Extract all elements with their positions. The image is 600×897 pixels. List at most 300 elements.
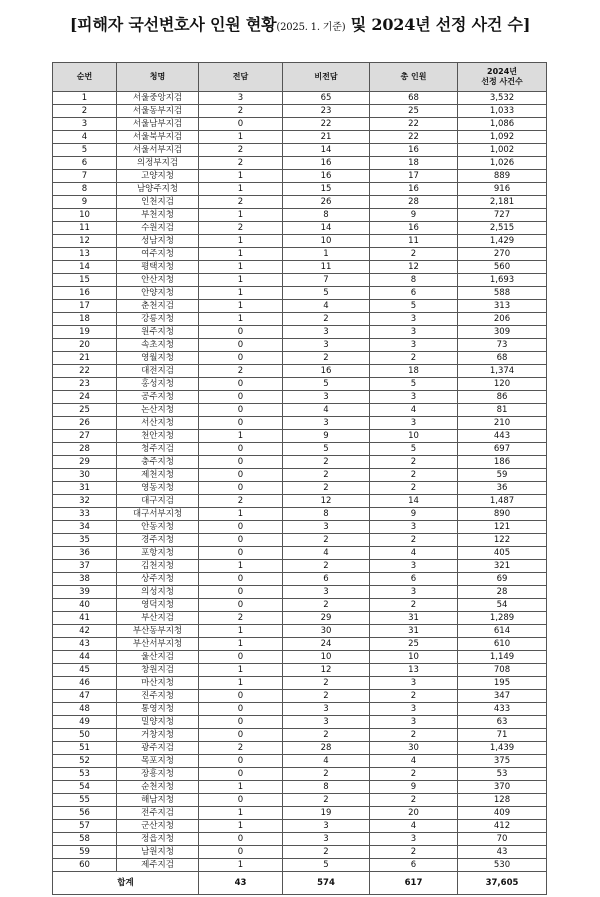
row-non-dedicated: 12 <box>283 495 370 508</box>
row-no: 36 <box>53 547 117 560</box>
row-office: 울산지검 <box>117 651 199 664</box>
row-office: 제주지검 <box>117 859 199 872</box>
table-row <box>53 638 547 651</box>
row-cases: 708 <box>458 664 547 677</box>
row-non-dedicated: 14 <box>283 222 370 235</box>
row-cases: 443 <box>458 430 547 443</box>
row-dedicated: 0 <box>199 378 283 391</box>
row-cases: 53 <box>458 768 547 781</box>
row-office: 서울남부지검 <box>117 118 199 131</box>
row-office: 남양주지청 <box>117 183 199 196</box>
row-non-dedicated: 12 <box>283 664 370 677</box>
row-total: 4 <box>370 404 458 417</box>
row-total: 6 <box>370 287 458 300</box>
row-no: 52 <box>53 755 117 768</box>
row-office: 영동지청 <box>117 482 199 495</box>
row-non-dedicated: 23 <box>283 105 370 118</box>
row-office: 충주지청 <box>117 456 199 469</box>
row-dedicated: 0 <box>199 482 283 495</box>
table-row <box>53 573 547 586</box>
row-office: 상주지청 <box>117 573 199 586</box>
row-total: 22 <box>370 118 458 131</box>
table-row <box>53 534 547 547</box>
row-office: 원주지청 <box>117 326 199 339</box>
row-office: 속초지청 <box>117 339 199 352</box>
row-total: 3 <box>370 677 458 690</box>
row-office: 거창지청 <box>117 729 199 742</box>
row-dedicated: 0 <box>199 456 283 469</box>
row-cases: 120 <box>458 378 547 391</box>
table-row <box>53 690 547 703</box>
totals-dedicated: 43 <box>199 872 283 895</box>
table-row <box>53 547 547 560</box>
row-cases: 1,429 <box>458 235 547 248</box>
row-total: 22 <box>370 131 458 144</box>
row-non-dedicated: 8 <box>283 508 370 521</box>
row-dedicated: 0 <box>199 547 283 560</box>
row-dedicated: 1 <box>199 131 283 144</box>
row-dedicated: 2 <box>199 157 283 170</box>
row-total: 2 <box>370 768 458 781</box>
row-dedicated: 0 <box>199 729 283 742</box>
row-dedicated: 0 <box>199 417 283 430</box>
row-non-dedicated: 19 <box>283 807 370 820</box>
row-cases: 1,086 <box>458 118 547 131</box>
row-no: 19 <box>53 326 117 339</box>
row-non-dedicated: 2 <box>283 456 370 469</box>
row-cases: 433 <box>458 703 547 716</box>
header-office: 청명 <box>117 63 199 92</box>
row-office: 통영지청 <box>117 703 199 716</box>
row-cases: 412 <box>458 820 547 833</box>
row-total: 3 <box>370 391 458 404</box>
title-date-note: (2025. 1. 기준) <box>276 22 346 33</box>
row-cases: 195 <box>458 677 547 690</box>
row-office: 부산동부지청 <box>117 625 199 638</box>
row-total: 5 <box>370 378 458 391</box>
row-cases: 59 <box>458 469 547 482</box>
table-row <box>53 664 547 677</box>
row-no: 10 <box>53 209 117 222</box>
row-cases: 588 <box>458 287 547 300</box>
row-no: 5 <box>53 144 117 157</box>
row-dedicated: 1 <box>199 638 283 651</box>
row-non-dedicated: 3 <box>283 339 370 352</box>
row-office: 영덕지청 <box>117 599 199 612</box>
totals-row <box>53 872 547 895</box>
page-title <box>0 12 600 35</box>
row-cases: 889 <box>458 170 547 183</box>
row-office: 마산지청 <box>117 677 199 690</box>
row-total: 31 <box>370 625 458 638</box>
row-dedicated: 1 <box>199 859 283 872</box>
row-cases: 890 <box>458 508 547 521</box>
row-non-dedicated: 3 <box>283 586 370 599</box>
row-non-dedicated: 28 <box>283 742 370 755</box>
header-non-dedicated: 비전담 <box>283 63 370 92</box>
header-row <box>53 63 547 92</box>
row-no: 8 <box>53 183 117 196</box>
row-non-dedicated: 16 <box>283 170 370 183</box>
row-cases: 70 <box>458 833 547 846</box>
row-total: 14 <box>370 495 458 508</box>
row-dedicated: 0 <box>199 339 283 352</box>
row-non-dedicated: 15 <box>283 183 370 196</box>
row-dedicated: 1 <box>199 183 283 196</box>
row-office: 남원지청 <box>117 846 199 859</box>
table-row <box>53 300 547 313</box>
row-non-dedicated: 4 <box>283 404 370 417</box>
row-no: 3 <box>53 118 117 131</box>
row-dedicated: 2 <box>199 365 283 378</box>
table-row <box>53 833 547 846</box>
row-no: 39 <box>53 586 117 599</box>
row-non-dedicated: 24 <box>283 638 370 651</box>
table-row <box>53 118 547 131</box>
row-cases: 1,002 <box>458 144 547 157</box>
row-non-dedicated: 21 <box>283 131 370 144</box>
row-cases: 3,532 <box>458 92 547 105</box>
header-total: 총 인원 <box>370 63 458 92</box>
table-row <box>53 703 547 716</box>
row-total: 5 <box>370 443 458 456</box>
row-no: 49 <box>53 716 117 729</box>
row-no: 37 <box>53 560 117 573</box>
row-total: 2 <box>370 248 458 261</box>
row-cases: 81 <box>458 404 547 417</box>
row-office: 서산지청 <box>117 417 199 430</box>
row-non-dedicated: 4 <box>283 547 370 560</box>
row-dedicated: 1 <box>199 248 283 261</box>
row-non-dedicated: 2 <box>283 729 370 742</box>
table-row <box>53 443 547 456</box>
row-no: 54 <box>53 781 117 794</box>
row-dedicated: 0 <box>199 469 283 482</box>
row-dedicated: 0 <box>199 833 283 846</box>
row-no: 23 <box>53 378 117 391</box>
row-office: 제천지청 <box>117 469 199 482</box>
table-row <box>53 508 547 521</box>
row-cases: 73 <box>458 339 547 352</box>
row-no: 11 <box>53 222 117 235</box>
row-cases: 530 <box>458 859 547 872</box>
header-cases <box>458 63 547 92</box>
row-cases: 210 <box>458 417 547 430</box>
table-row <box>53 248 547 261</box>
row-no: 28 <box>53 443 117 456</box>
totals-label: 합계 <box>53 872 199 895</box>
row-office: 대구지검 <box>117 495 199 508</box>
row-no: 44 <box>53 651 117 664</box>
row-no: 41 <box>53 612 117 625</box>
table-row <box>53 313 547 326</box>
row-dedicated: 2 <box>199 495 283 508</box>
row-total: 4 <box>370 755 458 768</box>
table-row <box>53 404 547 417</box>
row-cases: 270 <box>458 248 547 261</box>
row-dedicated: 0 <box>199 794 283 807</box>
row-no: 14 <box>53 261 117 274</box>
table-row <box>53 651 547 664</box>
row-office: 장흥지청 <box>117 768 199 781</box>
row-total: 2 <box>370 690 458 703</box>
row-total: 16 <box>370 222 458 235</box>
row-non-dedicated: 6 <box>283 573 370 586</box>
row-no: 50 <box>53 729 117 742</box>
row-total: 20 <box>370 807 458 820</box>
row-no: 16 <box>53 287 117 300</box>
row-no: 60 <box>53 859 117 872</box>
row-cases: 122 <box>458 534 547 547</box>
row-dedicated: 0 <box>199 118 283 131</box>
row-total: 9 <box>370 781 458 794</box>
row-no: 18 <box>53 313 117 326</box>
row-cases: 309 <box>458 326 547 339</box>
table-row <box>53 820 547 833</box>
row-total: 9 <box>370 508 458 521</box>
header-no: 순번 <box>53 63 117 92</box>
row-non-dedicated: 2 <box>283 560 370 573</box>
row-total: 4 <box>370 820 458 833</box>
row-non-dedicated: 3 <box>283 716 370 729</box>
row-non-dedicated: 65 <box>283 92 370 105</box>
row-office: 부산서부지청 <box>117 638 199 651</box>
row-office: 공주지청 <box>117 391 199 404</box>
row-non-dedicated: 3 <box>283 703 370 716</box>
row-total: 3 <box>370 339 458 352</box>
row-cases: 1,092 <box>458 131 547 144</box>
row-office: 서울북부지검 <box>117 131 199 144</box>
table-row <box>53 183 547 196</box>
row-no: 20 <box>53 339 117 352</box>
row-office: 군산지청 <box>117 820 199 833</box>
row-office: 포항지청 <box>117 547 199 560</box>
row-no: 1 <box>53 92 117 105</box>
row-dedicated: 0 <box>199 651 283 664</box>
table-row <box>53 131 547 144</box>
row-cases: 405 <box>458 547 547 560</box>
row-office: 여주지청 <box>117 248 199 261</box>
row-no: 32 <box>53 495 117 508</box>
row-office: 영월지청 <box>117 352 199 365</box>
row-office: 해남지청 <box>117 794 199 807</box>
table-row <box>53 729 547 742</box>
row-cases: 727 <box>458 209 547 222</box>
row-no: 12 <box>53 235 117 248</box>
row-dedicated: 0 <box>199 846 283 859</box>
row-office: 논산지청 <box>117 404 199 417</box>
row-non-dedicated: 5 <box>283 443 370 456</box>
row-dedicated: 1 <box>199 430 283 443</box>
row-total: 28 <box>370 196 458 209</box>
table-row <box>53 222 547 235</box>
totals-cases: 37,605 <box>458 872 547 895</box>
table-row <box>53 495 547 508</box>
row-cases: 68 <box>458 352 547 365</box>
row-dedicated: 1 <box>199 807 283 820</box>
row-total: 3 <box>370 703 458 716</box>
table-row <box>53 391 547 404</box>
row-dedicated: 1 <box>199 560 283 573</box>
row-dedicated: 2 <box>199 144 283 157</box>
row-office: 창원지검 <box>117 664 199 677</box>
row-cases: 697 <box>458 443 547 456</box>
row-total: 16 <box>370 144 458 157</box>
row-total: 8 <box>370 274 458 287</box>
row-office: 안동지청 <box>117 521 199 534</box>
row-total: 10 <box>370 651 458 664</box>
table-row <box>53 417 547 430</box>
row-dedicated: 2 <box>199 196 283 209</box>
table-row <box>53 612 547 625</box>
row-non-dedicated: 3 <box>283 521 370 534</box>
row-office: 서울중앙지검 <box>117 92 199 105</box>
row-no: 45 <box>53 664 117 677</box>
row-total: 68 <box>370 92 458 105</box>
row-cases: 36 <box>458 482 547 495</box>
table-row <box>53 430 547 443</box>
row-total: 3 <box>370 560 458 573</box>
row-dedicated: 2 <box>199 612 283 625</box>
row-dedicated: 1 <box>199 261 283 274</box>
row-total: 2 <box>370 534 458 547</box>
row-office: 성남지청 <box>117 235 199 248</box>
row-dedicated: 3 <box>199 92 283 105</box>
row-total: 2 <box>370 482 458 495</box>
row-office: 인천지검 <box>117 196 199 209</box>
table-row <box>53 196 547 209</box>
row-office: 전주지검 <box>117 807 199 820</box>
table-row <box>53 586 547 599</box>
row-non-dedicated: 1 <box>283 248 370 261</box>
row-cases: 313 <box>458 300 547 313</box>
row-cases: 610 <box>458 638 547 651</box>
row-cases: 409 <box>458 807 547 820</box>
row-total: 13 <box>370 664 458 677</box>
row-non-dedicated: 2 <box>283 469 370 482</box>
row-office: 순천지청 <box>117 781 199 794</box>
row-total: 3 <box>370 833 458 846</box>
row-total: 2 <box>370 729 458 742</box>
row-cases: 1,289 <box>458 612 547 625</box>
row-no: 27 <box>53 430 117 443</box>
row-no: 21 <box>53 352 117 365</box>
row-non-dedicated: 5 <box>283 859 370 872</box>
table-body <box>53 92 547 872</box>
table-row <box>53 521 547 534</box>
row-cases: 71 <box>458 729 547 742</box>
totals-total: 617 <box>370 872 458 895</box>
row-cases: 370 <box>458 781 547 794</box>
table-row <box>53 846 547 859</box>
title-main-end: 및 2024년 선정 사건 수] <box>345 15 531 34</box>
row-office: 천안지청 <box>117 430 199 443</box>
row-total: 18 <box>370 157 458 170</box>
row-office: 대구서부지청 <box>117 508 199 521</box>
row-cases: 128 <box>458 794 547 807</box>
table-row <box>53 170 547 183</box>
row-total: 3 <box>370 313 458 326</box>
staff-status-table <box>52 62 547 895</box>
row-dedicated: 0 <box>199 326 283 339</box>
row-total: 9 <box>370 209 458 222</box>
row-non-dedicated: 3 <box>283 820 370 833</box>
row-cases: 1,693 <box>458 274 547 287</box>
header-cases-line1: 2024년 <box>487 67 517 76</box>
row-non-dedicated: 10 <box>283 235 370 248</box>
row-total: 25 <box>370 105 458 118</box>
row-office: 부산지검 <box>117 612 199 625</box>
row-office: 강릉지청 <box>117 313 199 326</box>
row-office: 부천지청 <box>117 209 199 222</box>
table-row <box>53 287 547 300</box>
table-row <box>53 365 547 378</box>
row-dedicated: 0 <box>199 690 283 703</box>
row-dedicated: 1 <box>199 274 283 287</box>
row-cases: 206 <box>458 313 547 326</box>
row-no: 46 <box>53 677 117 690</box>
table-row <box>53 274 547 287</box>
table-row <box>53 755 547 768</box>
row-office: 광주지검 <box>117 742 199 755</box>
row-cases: 2,515 <box>458 222 547 235</box>
row-total: 3 <box>370 521 458 534</box>
row-office: 청주지검 <box>117 443 199 456</box>
table-row <box>53 560 547 573</box>
table-row <box>53 326 547 339</box>
row-no: 30 <box>53 469 117 482</box>
table-row <box>53 456 547 469</box>
row-total: 16 <box>370 183 458 196</box>
row-office: 진주지청 <box>117 690 199 703</box>
table-row <box>53 261 547 274</box>
row-cases: 321 <box>458 560 547 573</box>
row-non-dedicated: 7 <box>283 274 370 287</box>
table-row <box>53 482 547 495</box>
row-non-dedicated: 2 <box>283 313 370 326</box>
row-cases: 121 <box>458 521 547 534</box>
row-non-dedicated: 2 <box>283 768 370 781</box>
header-dedicated: 전담 <box>199 63 283 92</box>
row-no: 59 <box>53 846 117 859</box>
row-dedicated: 0 <box>199 573 283 586</box>
row-cases: 1,026 <box>458 157 547 170</box>
row-total: 25 <box>370 638 458 651</box>
table-row <box>53 209 547 222</box>
row-office: 의정부지검 <box>117 157 199 170</box>
row-cases: 1,149 <box>458 651 547 664</box>
row-dedicated: 0 <box>199 755 283 768</box>
row-dedicated: 1 <box>199 300 283 313</box>
row-no: 17 <box>53 300 117 313</box>
row-dedicated: 0 <box>199 443 283 456</box>
row-total: 4 <box>370 547 458 560</box>
table-row <box>53 144 547 157</box>
row-non-dedicated: 2 <box>283 534 370 547</box>
row-no: 2 <box>53 105 117 118</box>
row-cases: 1,439 <box>458 742 547 755</box>
row-office: 고양지청 <box>117 170 199 183</box>
row-dedicated: 1 <box>199 820 283 833</box>
table-row <box>53 794 547 807</box>
row-dedicated: 1 <box>199 235 283 248</box>
row-total: 12 <box>370 261 458 274</box>
table-row <box>53 742 547 755</box>
row-office: 대전지검 <box>117 365 199 378</box>
table-row <box>53 378 547 391</box>
row-no: 33 <box>53 508 117 521</box>
row-total: 10 <box>370 430 458 443</box>
